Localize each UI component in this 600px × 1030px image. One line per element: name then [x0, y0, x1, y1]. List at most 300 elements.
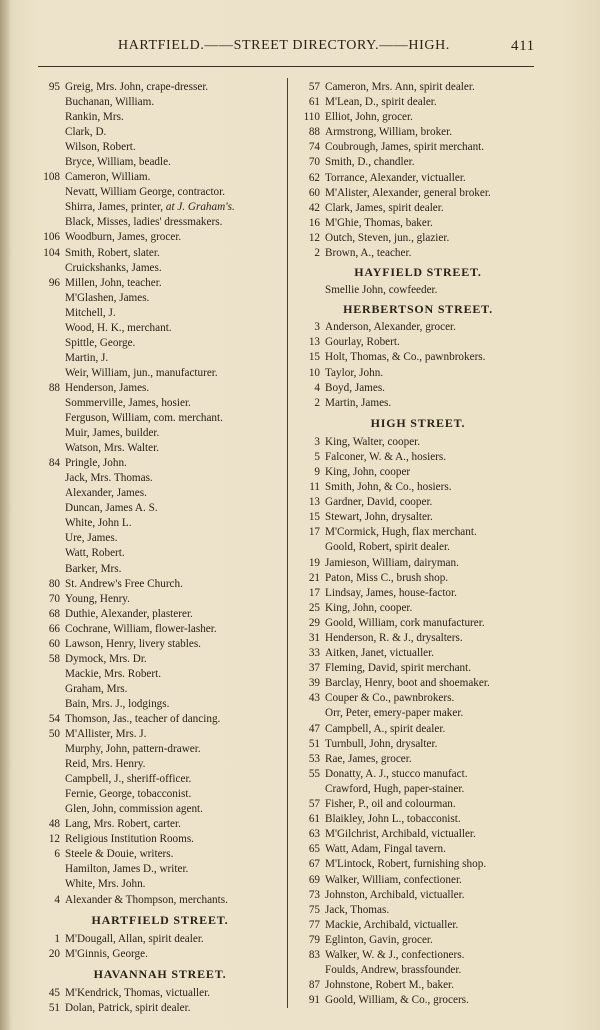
entry-text: Duncan, James A. S. — [65, 502, 158, 515]
entry-text: Couper & Co., pawnbrokers. — [325, 692, 455, 705]
directory-entry — [298, 125, 538, 140]
directory-entry — [38, 155, 282, 170]
directory-entry — [38, 531, 282, 546]
directory-entry — [298, 888, 538, 903]
entry-text: White, John L. — [65, 517, 132, 530]
house-number: 60 — [308, 186, 320, 199]
directory-entry — [38, 546, 282, 561]
entry-text: Greig, Mrs. John, crape-dresser. — [65, 81, 209, 93]
entry-text: Martin, James. — [325, 396, 392, 409]
directory-entry — [38, 426, 282, 441]
directory-entry — [298, 480, 538, 495]
entry-text: St. Andrew's Free Church. — [65, 577, 183, 590]
house-number: 69 — [308, 873, 320, 886]
directory-entry — [38, 501, 282, 516]
entry-text: Campbell, A., spirit dealer. — [325, 722, 446, 735]
directory-entry — [298, 510, 538, 525]
house-number: 66 — [48, 622, 60, 635]
house-number: 77 — [308, 918, 320, 931]
house-number: 4 — [54, 893, 60, 906]
directory-entry — [298, 495, 538, 510]
directory-entry — [298, 335, 538, 350]
house-number: 83 — [308, 948, 320, 961]
house-number — [38, 772, 60, 787]
entry-text: Mackie, Mrs. Robert. — [65, 667, 162, 680]
directory-entry — [298, 201, 538, 216]
directory-entry — [298, 450, 538, 465]
directory-entry — [298, 706, 538, 721]
directory-entry — [38, 95, 282, 110]
house-number — [38, 486, 60, 501]
directory-entry — [38, 366, 282, 381]
directory-entry: Smellie John, cowfeeder. — [325, 284, 438, 297]
house-number: 37 — [308, 662, 320, 675]
entry-text: Johnston, Archibald, victualler. — [325, 888, 465, 901]
directory-entry — [38, 932, 282, 947]
entry-text: Reid, Mrs. Henry. — [65, 758, 146, 771]
house-number: 13 — [308, 496, 320, 509]
directory-entry — [38, 562, 282, 577]
house-number: 84 — [48, 457, 60, 470]
entry-text: Campbell, J., sheriff-officer. — [65, 773, 192, 786]
house-number: 104 — [43, 246, 60, 259]
entry-text: M'Ghie, Thomas, baker. — [325, 216, 433, 229]
directory-entry — [298, 978, 538, 993]
directory-entry — [38, 862, 282, 877]
directory-entry — [38, 200, 282, 215]
house-number: 13 — [308, 336, 320, 349]
entry-text: Nevatt, William George, contractor. — [65, 186, 226, 199]
house-number: 63 — [308, 828, 320, 841]
house-number — [38, 501, 60, 516]
entry-text: Murphy, John, pattern-drawer. — [65, 743, 201, 756]
house-number — [38, 200, 60, 215]
directory-entry — [38, 351, 282, 366]
directory-entry — [298, 556, 538, 571]
entry-text: Jack, Thomas. — [325, 903, 390, 916]
entry-text: Elliot, John, grocer. — [325, 111, 413, 124]
entry-text: Alexander & Thompson, merchants. — [65, 893, 228, 906]
directory-entry — [298, 948, 538, 963]
directory-entry — [298, 873, 538, 888]
entry-text: Hamilton, James D., writer. — [65, 863, 189, 876]
street-heading: HIGH STREET. — [370, 415, 466, 430]
house-number: 67 — [308, 858, 320, 871]
entry-text: Paton, Miss C., brush shop. — [325, 571, 449, 584]
house-number: 80 — [48, 577, 60, 590]
directory-entry — [298, 661, 538, 676]
directory-entry — [38, 727, 282, 742]
directory-entry — [298, 676, 538, 691]
directory-entry — [298, 540, 538, 555]
house-number — [38, 125, 60, 140]
entry-text: M'Alister, Alexander, general broker. — [325, 186, 491, 199]
directory-entry — [298, 963, 538, 978]
directory-entry — [38, 381, 282, 396]
entry-text: M'Lintock, Robert, furnishing shop. — [325, 858, 487, 871]
directory-entry — [298, 155, 538, 170]
directory-entry — [38, 230, 282, 245]
entry-text: Anderson, Alexander, grocer. — [325, 321, 456, 334]
house-number — [38, 411, 60, 426]
entry-text: Clark, James, spirit dealer. — [325, 201, 444, 214]
entry-text: Jack, Mrs. Thomas. — [65, 472, 153, 485]
house-number: 45 — [48, 986, 60, 999]
entry-text: Jamieson, William, dairyman. — [325, 556, 459, 569]
directory-entry — [298, 586, 538, 601]
house-number: 53 — [308, 752, 320, 765]
house-number — [38, 757, 60, 772]
entry-text: Crawford, Hugh, paper-stainer. — [325, 782, 465, 795]
directory-entry — [298, 525, 538, 540]
house-number: 110 — [303, 111, 320, 124]
directory-entry — [38, 742, 282, 757]
entry-text: Weir, William, jun., manufacturer. — [65, 366, 218, 379]
right-column — [298, 80, 538, 1008]
entry-text: Mitchell, J. — [65, 306, 116, 319]
directory-entry — [38, 411, 282, 426]
entry-text: Fleming, David, spirit merchant. — [325, 662, 472, 675]
house-number — [38, 291, 60, 306]
directory-entry — [38, 321, 282, 336]
entry-text: Smith, Robert, slater. — [65, 246, 160, 259]
house-number: 31 — [308, 632, 320, 644]
entry-text: M'Cormick, Hugh, flax merchant. — [325, 526, 477, 539]
directory-entry — [298, 993, 538, 1008]
directory-entry — [298, 752, 538, 767]
street-heading: HAYFIELD STREET. — [354, 265, 482, 280]
house-number: 75 — [308, 903, 320, 916]
street-heading: HARTFIELD STREET. — [91, 912, 229, 927]
house-number — [298, 706, 320, 721]
directory-entry — [298, 782, 538, 797]
entry-text: Watt, Robert. — [65, 547, 125, 560]
entry-text: Young, Henry. — [65, 592, 130, 605]
house-number — [298, 782, 320, 797]
house-number — [38, 877, 60, 892]
entry-text: Taylor, John. — [325, 366, 384, 379]
directory-entry — [298, 110, 538, 125]
directory-entry — [38, 652, 282, 667]
directory-entry — [38, 306, 282, 321]
entry-text: M'Lean, D., spirit dealer. — [325, 96, 437, 109]
house-number: 33 — [308, 647, 320, 660]
house-number — [298, 963, 320, 978]
directory-entry — [38, 140, 282, 155]
directory-entry — [298, 381, 538, 396]
entry-text: Woodburn, James, grocer. — [65, 231, 182, 244]
directory-entry — [298, 767, 538, 782]
house-number: 60 — [48, 637, 60, 650]
directory-entry — [298, 933, 538, 948]
directory-entry — [38, 592, 282, 607]
directory-entry — [298, 171, 538, 186]
house-number: 54 — [48, 712, 60, 725]
directory-entry — [38, 170, 282, 185]
entry-text: Blaikley, John L., tobacconist. — [325, 813, 461, 826]
directory-entry — [38, 125, 282, 140]
entry-text: Lang, Mrs. Robert, carter. — [65, 818, 181, 831]
directory-entry — [38, 622, 282, 637]
house-number: 73 — [308, 888, 320, 901]
house-number: 3 — [314, 321, 320, 334]
entry-text: Gardner, David, cooper. — [325, 496, 433, 509]
house-number — [38, 787, 60, 802]
entry-text: Lindsay, James, house-factor. — [325, 586, 457, 599]
entry-text: Mackie, Archibald, victualler. — [325, 918, 459, 931]
house-number: 11 — [309, 481, 320, 494]
house-number — [38, 185, 60, 200]
house-number: 19 — [308, 556, 320, 569]
entry-text: King, John, cooper. — [325, 601, 413, 614]
entry-text: Glen, John, commission agent. — [65, 803, 203, 816]
directory-entry — [38, 847, 282, 862]
house-number — [38, 667, 60, 682]
house-number — [38, 155, 60, 170]
directory-entry — [298, 918, 538, 933]
directory-entry — [38, 80, 282, 95]
entry-text: King, John, cooper — [325, 465, 411, 478]
house-number: 70 — [308, 156, 320, 169]
entry-text: Eglinton, Gavin, grocer. — [325, 933, 433, 946]
directory-entry — [38, 877, 282, 892]
house-number: 61 — [308, 813, 320, 826]
house-number: 79 — [308, 933, 320, 946]
directory-entry — [298, 396, 538, 411]
house-number: 15 — [308, 351, 320, 364]
directory-entry — [38, 185, 282, 200]
entry-text: Aitken, Janet, victualler. — [325, 647, 435, 660]
entry-text: Religious Institution Rooms. — [65, 833, 194, 846]
directory-entry — [38, 817, 282, 832]
entry-text: Martin, J. — [65, 351, 109, 364]
entry-text: M'Allister, Mrs. J. — [65, 728, 147, 741]
house-number: 3 — [314, 435, 320, 448]
entry-text: M'Dougall, Allan, spirit dealer. — [65, 932, 204, 945]
entry-text: King, Walter, cooper. — [325, 435, 421, 448]
house-number — [38, 862, 60, 877]
directory-entry — [38, 577, 282, 592]
house-number: 91 — [308, 994, 320, 1007]
entry-text: Brown, A., teacher. — [325, 247, 412, 260]
entry-text: Torrance, Alexander, victualler. — [325, 171, 466, 184]
entry-text: Falconer, W. & A., hosiers. — [325, 450, 447, 463]
directory-entry — [38, 986, 282, 1001]
house-number: 57 — [308, 798, 320, 811]
directory-entry — [298, 857, 538, 872]
entry-text: Duthie, Alexander, plasterer. — [65, 607, 193, 620]
entry-text: Cruickshanks, James. — [65, 261, 162, 274]
directory-entry — [38, 261, 282, 276]
entry-text: Goold, William, & Co., grocers. — [325, 994, 469, 1007]
entry-text: Bain, Mrs. J., lodgings. — [65, 697, 170, 710]
house-number: 51 — [308, 737, 320, 750]
directory-entry — [298, 320, 538, 335]
entry-text: Orr, Peter, emery-paper maker. — [325, 707, 464, 720]
directory-entry — [38, 802, 282, 817]
directory-entry — [298, 903, 538, 918]
entry-text: Smith, John, & Co., hosiers. — [325, 481, 452, 494]
house-number: 57 — [308, 81, 320, 93]
house-number: 65 — [308, 843, 320, 856]
running-title: HARTFIELD.——STREET DIRECTORY.——HIGH. — [118, 38, 450, 53]
directory-entry — [38, 637, 282, 652]
entry-text: Stewart, John, drysalter. — [325, 511, 433, 524]
house-number — [38, 426, 60, 441]
house-number: 87 — [308, 979, 320, 992]
entry-text: Donatty, A. J., stucco manufact. — [325, 767, 468, 780]
entry-text: Gourlay, Robert. — [325, 336, 400, 349]
entry-text: Bryce, William, beadle. — [65, 156, 171, 169]
house-number: 61 — [308, 96, 320, 109]
house-number: 20 — [48, 947, 60, 960]
house-number: 25 — [308, 601, 320, 614]
house-number: 6 — [54, 848, 60, 861]
house-number — [38, 366, 60, 381]
house-number: 88 — [308, 126, 320, 139]
directory-entry — [298, 350, 538, 365]
entry-text: Clark, D. — [65, 126, 107, 139]
entry-text: Johnstone, Robert M., baker. — [325, 979, 454, 992]
entry-text: Barker, Mrs. — [65, 562, 122, 575]
house-number — [38, 441, 60, 456]
directory-entry — [298, 80, 538, 95]
entry-text: Cameron, William. — [65, 171, 151, 184]
entry-text: Alexander, James. — [65, 487, 147, 500]
directory-entry — [38, 757, 282, 772]
directory-entry — [38, 893, 282, 908]
house-number: 62 — [308, 171, 320, 184]
directory-entry — [298, 186, 538, 201]
entry-text: Sommerville, James, hosier. — [65, 396, 191, 409]
house-number — [38, 471, 60, 486]
directory-entry — [298, 842, 538, 857]
column-divider — [287, 78, 288, 1008]
street-heading: HAVANNAH STREET. — [93, 966, 227, 981]
house-number: 21 — [308, 571, 320, 584]
house-number: 9 — [314, 465, 320, 478]
entry-text: Wilson, Robert. — [65, 141, 136, 154]
house-number: 12 — [48, 833, 60, 846]
house-number: 42 — [308, 201, 320, 214]
house-number: 10 — [308, 366, 320, 379]
directory-entry — [38, 667, 282, 682]
directory-entry — [38, 456, 282, 471]
entry-text: Goold, William, cork manufacturer. — [325, 616, 485, 629]
entry-text: White, Mrs. John. — [65, 878, 146, 891]
entry-text: Dymock, Mrs. Dr. — [65, 652, 147, 665]
house-number: 47 — [308, 722, 320, 735]
entry-text: Black, Misses, ladies' dressmakers. — [65, 216, 223, 229]
directory-entry — [38, 486, 282, 501]
entry-text: Barclay, Henry, boot and shoemaker. — [325, 677, 490, 690]
entry-text: Steele & Douie, writers. — [65, 848, 174, 861]
directory-entry — [38, 396, 282, 411]
directory-entry — [298, 797, 538, 812]
entry-text: Watt, Adam, Fingal tavern. — [325, 843, 446, 856]
page-number: 411 — [511, 38, 535, 54]
house-number: 16 — [308, 216, 320, 229]
entry-text: M'Gilchrist, Archibald, victualler. — [325, 828, 476, 841]
directory-entry — [298, 722, 538, 737]
directory-entry — [298, 571, 538, 586]
house-number — [38, 546, 60, 561]
entry-text: Ferguson, William, com. merchant. — [65, 412, 223, 425]
directory-entry — [38, 712, 282, 727]
directory-entry — [298, 631, 538, 646]
directory-entry — [298, 435, 538, 450]
entry-text: Pringle, John. — [65, 457, 127, 470]
house-number — [298, 540, 320, 555]
directory-entry — [38, 516, 282, 531]
street-heading: HERBERTSON STREET. — [343, 302, 493, 317]
directory-entry — [298, 601, 538, 616]
directory-entry — [38, 832, 282, 847]
directory-entry — [298, 737, 538, 752]
house-number: 58 — [48, 652, 60, 665]
house-number — [38, 396, 60, 411]
entry-text: Outch, Steven, jun., glazier. — [325, 231, 450, 244]
directory-entry — [38, 697, 282, 712]
house-number — [38, 562, 60, 577]
directory-entry — [38, 947, 282, 962]
house-number: 74 — [308, 141, 320, 154]
house-number: 55 — [308, 767, 320, 780]
entry-text: Cochrane, William, flower-lasher. — [65, 622, 217, 635]
directory-entry — [298, 216, 538, 231]
entry-text: Fernie, George, tobacconist. — [65, 788, 192, 801]
entry-text: M'Kendrick, Thomas, victualler. — [65, 986, 211, 999]
house-number — [38, 802, 60, 817]
entry-text: Smith, D., chandler. — [325, 156, 415, 169]
page-header — [118, 38, 538, 54]
house-number: 15 — [308, 511, 320, 524]
directory-entry — [298, 465, 538, 480]
directory-entry — [38, 215, 282, 230]
directory-entry — [298, 616, 538, 631]
house-number — [38, 306, 60, 321]
house-number: 48 — [48, 818, 60, 831]
house-number: 39 — [308, 677, 320, 690]
directory-entry — [298, 812, 538, 827]
entry-text: Watson, Mrs. Walter. — [65, 442, 160, 455]
entry-text: Boyd, James. — [325, 381, 385, 394]
house-number — [38, 215, 60, 230]
directory-entry — [298, 231, 538, 246]
directory-entry — [38, 471, 282, 486]
entry-text: Wood, H. K., merchant. — [65, 321, 172, 334]
house-number — [38, 682, 60, 697]
house-number — [38, 110, 60, 125]
entry-text: Henderson, James. — [65, 381, 150, 394]
entry-text: Millen, John, teacher. — [65, 276, 162, 289]
entry-text: Turnbull, John, drysalter. — [325, 737, 438, 750]
directory-entry — [298, 140, 538, 155]
house-number: 95 — [48, 81, 60, 93]
directory-entry — [38, 110, 282, 125]
house-number — [38, 516, 60, 531]
entry-text: Dolan, Patrick, spirit dealer. — [65, 1001, 191, 1014]
directory-entry — [298, 366, 538, 381]
directory-entry — [38, 787, 282, 802]
entry-text: Rankin, Mrs. — [65, 111, 124, 124]
house-number — [38, 697, 60, 712]
entry-text: Holt, Thomas, & Co., pawnbrokers. — [325, 351, 486, 364]
entry-text: Spittle, George. — [65, 336, 136, 349]
directory-entry — [38, 607, 282, 622]
house-number: 2 — [314, 247, 320, 260]
directory-entry — [298, 646, 538, 661]
